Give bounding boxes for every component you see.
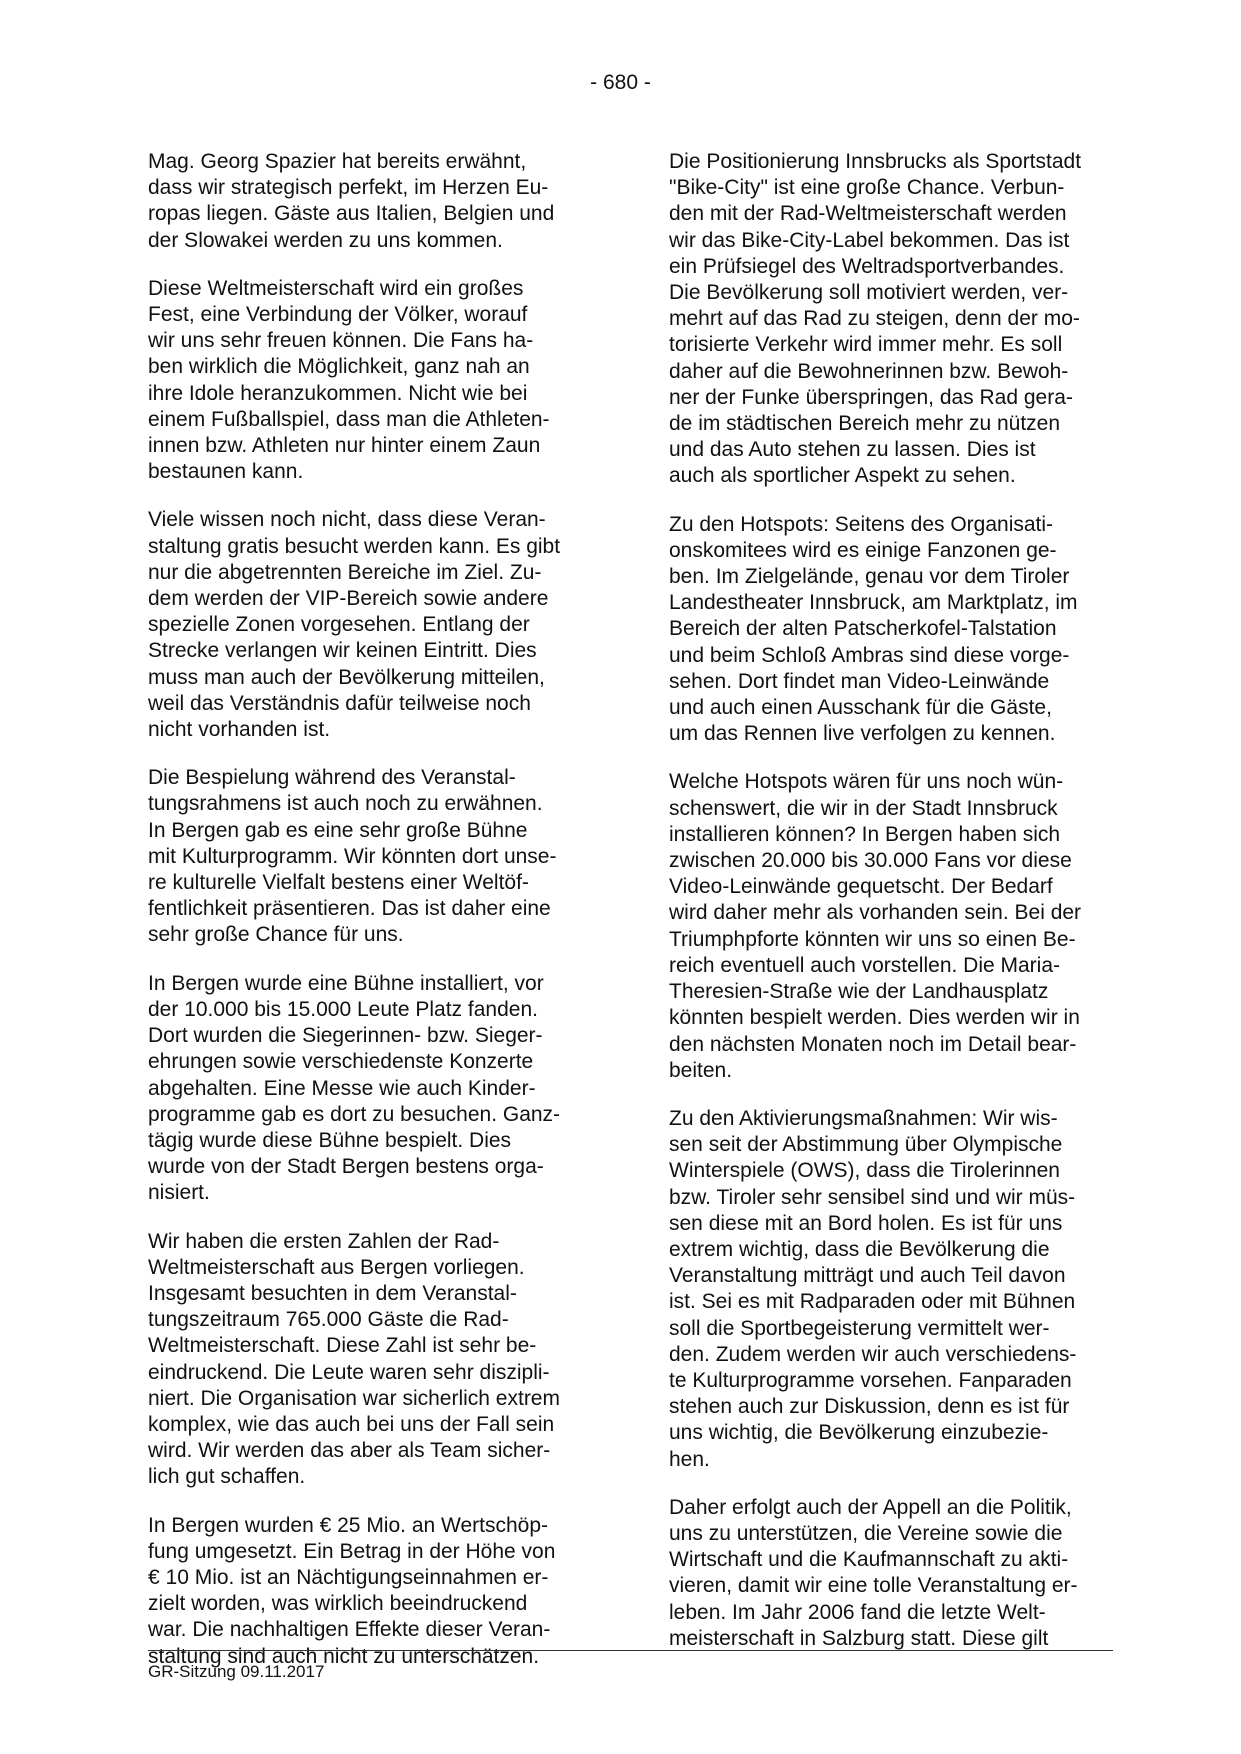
text-line: sen diese mit an Bord holen. Es ist für uns xyxy=(669,1211,1063,1235)
text-line: den mit der Rad-Weltmeisterschaft werden xyxy=(669,202,1067,226)
text-line: Viele wissen noch nicht, dass diese Veran- xyxy=(148,508,546,532)
text-line: Fest, eine Verbindung der Völker, worauf xyxy=(148,303,528,327)
text-line: ner der Funke überspringen, das Rad gera- xyxy=(669,385,1073,409)
text-line: Theresien-Straße wie der Landhausplatz xyxy=(669,980,1049,1004)
text-line: tägig wurde diese Bühne bespielt. Dies xyxy=(148,1128,512,1152)
text-line: In Bergen gab es eine sehr große Bühne xyxy=(148,818,528,842)
text-line: Strecke verlangen wir keinen Eintritt. Dies xyxy=(148,639,537,663)
text-line: komplex, wie das auch bei uns der Fall sein xyxy=(148,1412,555,1436)
text-line: In Bergen wurde eine Bühne installiert, vor xyxy=(148,971,544,995)
text-line: zwischen 20.000 bis 30.000 Fans vor diese xyxy=(669,849,1072,873)
text-line: muss man auch der Bevölkerung mitteilen, xyxy=(148,665,545,689)
text-line: innen bzw. Athleten nur hinter einem Zaun xyxy=(148,434,541,458)
text-line: Daher erfolgt auch der Appell an die Politik, xyxy=(669,1495,1072,1519)
text-line: um das Rennen live verfolgen zu kennen. xyxy=(669,722,1056,746)
text-line: niert. Die Organisation war sicherlich extrem xyxy=(148,1386,560,1410)
text-line: Die Bespielung während des Veranstal- xyxy=(148,766,516,790)
text-line: extrem wichtig, dass die Bevölkerung die xyxy=(669,1237,1050,1261)
text-line: uns zu unterstützen, die Vereine sowie die xyxy=(669,1521,1063,1545)
text-line: vieren, damit wir eine tolle Veranstaltung er- xyxy=(669,1574,1078,1598)
text-line: torisierte Verkehr wird immer mehr. Es soll xyxy=(669,333,1063,357)
text-line: Welche Hotspots wären für uns noch wün- xyxy=(669,770,1064,794)
text-line: ist. Sei es mit Radparaden oder mit Bühnen xyxy=(669,1290,1076,1314)
text-line: programme gab es dort zu besuchen. Ganz- xyxy=(148,1102,561,1126)
paragraph xyxy=(148,507,581,743)
text-line: daher auf die Bewohnerinnen bzw. Bewoh- xyxy=(669,359,1069,383)
text-line: Dort wurden die Siegerinnen- bzw. Sieger- xyxy=(148,1024,543,1048)
paragraph xyxy=(669,1106,1102,1473)
paragraph xyxy=(148,971,581,1207)
text-line: dass wir strategisch perfekt, im Herzen Eu- xyxy=(148,176,549,200)
text-line: ihre Idole heranzukommen. Nicht wie bei xyxy=(148,381,528,405)
text-line: Veranstaltung mitträgt und auch Teil davon xyxy=(669,1264,1066,1288)
text-line: uns wichtig, die Bevölkerung einzubezie- xyxy=(669,1421,1049,1445)
text-line: installieren können? In Bergen haben sich xyxy=(669,822,1061,846)
text-line: de im städtischen Bereich mehr zu nützen xyxy=(669,412,1061,436)
text-line: nur die abgetrennten Bereiche im Ziel. Zu- xyxy=(148,560,542,584)
text-line: zielt worden, was wirklich beeindruckend xyxy=(148,1592,528,1616)
text-line: und das Auto stehen zu lassen. Dies ist xyxy=(669,438,1036,462)
paragraph xyxy=(148,1229,581,1491)
text-line: te Kulturprogramme vorsehen. Fanparaden xyxy=(669,1368,1072,1392)
text-line: Weltmeisterschaft aus Bergen vorliegen. xyxy=(148,1255,525,1279)
text-line: auch als sportlicher Aspekt zu sehen. xyxy=(669,464,1016,488)
paragraph xyxy=(669,769,1102,1083)
text-line: wir das Bike-City-Label bekommen. Das ist xyxy=(669,228,1070,252)
text-line: nisiert. xyxy=(148,1181,210,1205)
text-line: ropas liegen. Gäste aus Italien, Belgien und xyxy=(148,202,555,226)
text-line: tungszeitraum 765.000 Gäste die Rad- xyxy=(148,1308,509,1332)
text-line: re kulturelle Vielfalt bestens einer Weltöf- xyxy=(148,871,529,895)
text-line: € 10 Mio. ist an Nächtigungseinnahmen er- xyxy=(148,1565,549,1589)
text-line: ben. Im Zielgelände, genau vor dem Tiroler xyxy=(669,565,1070,589)
text-line: und beim Schloß Ambras sind diese vorge- xyxy=(669,643,1070,667)
text-line: Bereich der alten Patscherkofel-Talstation xyxy=(669,617,1057,641)
text-line: den nächsten Monaten noch im Detail bear- xyxy=(669,1032,1077,1056)
text-line: könnten bespielt werden. Dies werden wir in xyxy=(669,1006,1080,1030)
text-line: hen. xyxy=(669,1447,710,1471)
text-line: Diese Weltmeisterschaft wird ein großes xyxy=(148,276,524,300)
text-line: weil das Verständnis dafür teilweise noch xyxy=(148,691,531,715)
paragraph xyxy=(148,149,581,254)
footer-divider xyxy=(148,1650,1113,1651)
text-line: fentlichkeit präsentieren. Das ist daher eine xyxy=(148,897,551,921)
text-line: Triumphpforte könnten wir uns so einen Be- xyxy=(669,927,1076,951)
paragraph xyxy=(669,1495,1102,1652)
text-line: "Bike-City" ist eine große Chance. Verbun- xyxy=(669,176,1065,200)
text-line: einem Fußballspiel, dass man die Athleten- xyxy=(148,407,550,431)
text-line: onskomitees wird es einige Fanzonen ge- xyxy=(669,538,1057,562)
text-line: Die Bevölkerung soll motiviert werden, ver- xyxy=(669,281,1069,305)
text-line: Landestheater Innsbruck, am Marktplatz, im xyxy=(669,591,1078,615)
text-line: sehen. Dort findet man Video-Leinwände xyxy=(669,669,1050,693)
text-line: lich gut schaffen. xyxy=(148,1465,306,1489)
text-line: wurde von der Stadt Bergen bestens orga- xyxy=(148,1155,544,1179)
text-line: wird. Wir werden das aber als Team sicher- xyxy=(148,1439,551,1463)
text-line: mit Kulturprogramm. Wir könnten dort unse- xyxy=(148,844,557,868)
text-line: Winterspiele (OWS), dass die Tirolerinnen xyxy=(669,1159,1060,1183)
text-line: ben wirklich die Möglichkeit, ganz nah an xyxy=(148,355,530,379)
text-line: fung umgesetzt. Ein Betrag in der Höhe von xyxy=(148,1539,556,1563)
text-line: wird daher mehr als vorhanden sein. Bei der xyxy=(669,901,1082,925)
paragraph xyxy=(148,276,581,486)
text-line: soll die Sportbegeisterung vermittelt wer- xyxy=(669,1316,1050,1340)
text-line: wir uns sehr freuen können. Die Fans ha- xyxy=(148,329,534,353)
text-line: Mag. Georg Spazier hat bereits erwähnt, xyxy=(148,150,527,173)
text-line: ein Prüfsiegel des Weltradsportverbandes. xyxy=(669,254,1065,278)
text-line: der Slowakei werden zu uns kommen. xyxy=(148,228,503,252)
text-line: Wirtschaft und die Kaufmannschaft zu akti- xyxy=(669,1548,1069,1572)
text-line: mehrt auf das Rad zu steigen, denn der mo- xyxy=(669,307,1080,331)
text-line: dem werden der VIP-Bereich sowie andere xyxy=(148,587,549,611)
text-line: Video-Leinwände gequetscht. Der Bedarf xyxy=(669,875,1053,899)
text-line: stehen auch zur Diskussion, denn es ist für xyxy=(669,1395,1070,1419)
text-line: beiten. xyxy=(669,1058,733,1082)
footer-session-label: GR-Sitzung 09.11.2017 xyxy=(148,1662,325,1681)
text-line: staltung sind auch nicht zu unterschätzen. xyxy=(148,1644,540,1668)
text-line: tungsrahmens ist auch noch zu erwähnen. xyxy=(148,792,543,816)
text-line: ehrungen sowie verschiedenste Konzerte xyxy=(148,1050,534,1074)
text-line: bzw. Tiroler sehr sensibel sind und wir müs- xyxy=(669,1185,1076,1209)
text-line: In Bergen wurden € 25 Mio. an Wertschöp- xyxy=(148,1513,548,1537)
text-line: staltung gratis besucht werden kann. Es gibt xyxy=(148,534,561,558)
text-line: bestaunen kann. xyxy=(148,460,304,484)
text-line: nicht vorhanden ist. xyxy=(148,718,331,742)
right-column xyxy=(669,149,1102,1674)
text-line: meisterschaft in Salzburg statt. Diese gilt xyxy=(669,1626,1049,1650)
text-line: sehr große Chance für uns. xyxy=(148,923,404,947)
text-line: war. Die nachhaltigen Effekte dieser Veran- xyxy=(148,1618,551,1642)
text-line: und auch einen Ausschank für die Gäste, xyxy=(669,696,1052,720)
paragraph xyxy=(148,765,581,948)
paragraph xyxy=(669,512,1102,748)
paragraph xyxy=(148,1513,581,1670)
text-line: Zu den Hotspots: Seitens des Organisati- xyxy=(669,512,1054,536)
text-line: schenswert, die wir in der Stadt Innsbruck xyxy=(669,796,1058,820)
text-line: Wir haben die ersten Zahlen der Rad- xyxy=(148,1229,500,1253)
text-line: leben. Im Jahr 2006 fand die letzte Welt- xyxy=(669,1600,1046,1624)
text-line: Die Positionierung Innsbrucks als Sportstadt xyxy=(669,150,1082,173)
paragraph xyxy=(669,149,1102,490)
text-line: sen seit der Abstimmung über Olympische xyxy=(669,1133,1063,1157)
left-column xyxy=(148,149,581,1692)
text-line: eindruckend. Die Leute waren sehr diszipli- xyxy=(148,1360,550,1384)
text-line: Insgesamt besuchten in dem Veranstal- xyxy=(148,1281,517,1305)
text-line: den. Zudem werden wir auch verschiedens- xyxy=(669,1342,1077,1366)
text-line: der 10.000 bis 15.000 Leute Platz fanden. xyxy=(148,997,538,1021)
text-line: abgehalten. Eine Messe wie auch Kinder- xyxy=(148,1076,536,1100)
text-line: spezielle Zonen vorgesehen. Entlang der xyxy=(148,613,530,637)
text-line: Zu den Aktivierungsmaßnahmen: Wir wis- xyxy=(669,1106,1058,1130)
text-line: reich eventuell auch vorstellen. Die Maria- xyxy=(669,953,1061,977)
text-line: Weltmeisterschaft. Diese Zahl ist sehr be- xyxy=(148,1334,537,1358)
page-number: - 680 - xyxy=(590,71,651,94)
